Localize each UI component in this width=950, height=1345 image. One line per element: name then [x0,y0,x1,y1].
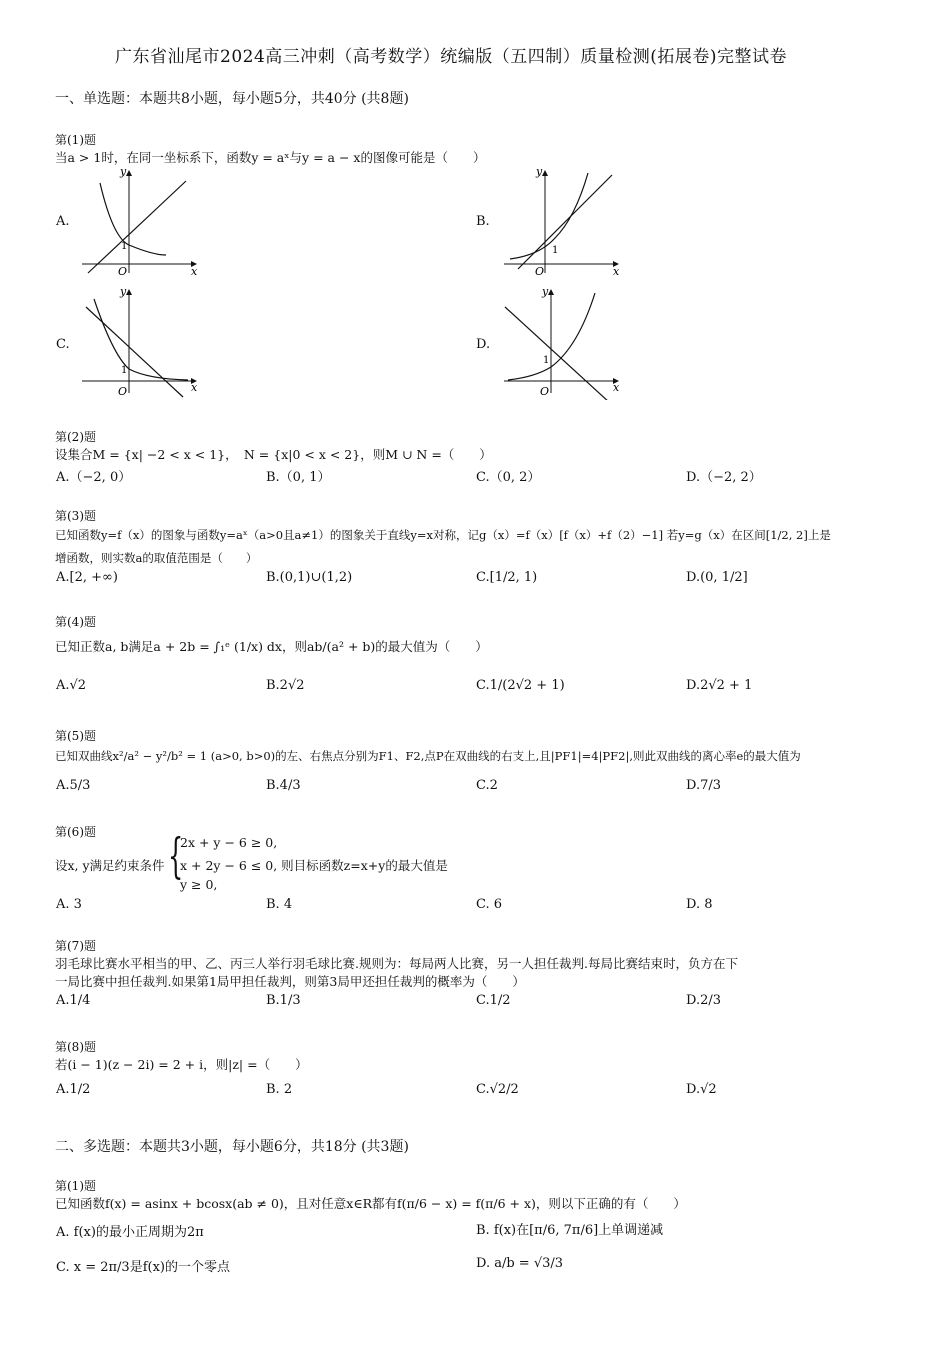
q8-option-a[interactable]: A.1/2 [56,1082,91,1097]
q5-option-a[interactable]: A.5/3 [56,778,91,793]
q4-option-d[interactable]: D.2√2 + 1 [686,678,753,693]
m1-option-c[interactable]: C. x = 2π/3是f(x)的一个零点 [56,1260,230,1275]
axis-y-label: y [536,165,543,178]
q3-stem-text: 已知函数y=f（x）的图象与函数y=aˣ（a>0且a≠1）的图象关于直线y=x对称，记g（x）=f（x）[f（x）+f（2）−1] 若y=g（x）在区间 [55,528,766,542]
origin-label: O [118,385,128,398]
origin-label: O [535,265,545,278]
q1-label-d: D. [476,337,491,352]
axis-y-label: y [542,285,549,298]
q7-option-b[interactable]: B.1/3 [266,993,301,1008]
q2-option-d[interactable]: D.（−2, 2） [686,470,762,485]
m1-stem: 已知函数f(x) = asinx + bcosx(ab ≠ 0)，且对任意x∈R都有f(π/6 − x) = f(π/6 + x)，则以下正确的有（ ） [55,1196,686,1211]
axis-y-label: y [120,165,127,178]
q3-option-c[interactable]: C.[1/2, 1) [476,570,538,585]
q8-option-c[interactable]: C.√2/2 [476,1082,519,1097]
axis-x-label: x [191,381,198,394]
q8-stem: 若(i − 1)(z − 2i) = 2 + i，则|z| =（ ） [55,1057,308,1072]
q2-option-b[interactable]: B.（0, 1） [266,470,331,485]
q8-option-b[interactable]: B. 2 [266,1082,293,1097]
q6-constraint-2: x + 2y − 6 ≤ 0, 则目标函数z=x+y的最大值是 [180,858,448,873]
q3-stem-line1 [55,527,831,543]
q3-option-b[interactable]: B.(0,1)∪(1,2) [266,570,353,585]
axis-x-label: x [191,265,198,278]
q5-option-d[interactable]: D.7/3 [686,778,722,793]
tick-one-label: 1 [121,365,128,376]
q2-number: 第(2)题 [55,430,96,444]
q2-option-a[interactable]: A.（−2, 0） [56,470,132,485]
tick-one-label: 1 [552,245,559,256]
q8-option-d[interactable]: D.√2 [686,1082,717,1097]
q7-option-c[interactable]: C.1/2 [476,993,511,1008]
q3-option-a[interactable]: A.[2, +∞) [56,570,118,585]
q6-lead: 设x, y满足约束条件 [55,858,165,873]
origin-label: O [118,265,128,278]
q1-label-c: C. [56,337,70,352]
q6-option-a[interactable]: A. 3 [56,897,82,912]
q3-number: 第(3)题 [55,509,96,523]
q6-option-b[interactable]: B. 4 [266,897,293,912]
q1-graph-d [500,285,625,400]
tick-one-label: 1 [543,355,550,366]
m1-number: 第(1)题 [55,1179,96,1193]
q4-number: 第(4)题 [55,615,96,629]
q1-stem: 当a > 1时，在同一坐标系下，函数y = aˣ与y = a − x的图像可能是（ ） [55,150,486,165]
q7-stem-line1: 羽毛球比赛水平相当的甲、乙、丙三人举行羽毛球比赛.规则为：每局两人比赛，另一人担任裁判.每局比赛结束时，负方在下 [55,956,738,971]
q1-number: 第(1)题 [55,133,96,147]
section-multiple-choice: 二、多选题：本题共3小题，每小题6分，共18分 (共3题) [55,1139,409,1155]
page-title: 广东省汕尾市2024高三冲刺（高考数学）统编版（五四制）质量检测(拓展卷)完整试卷 [115,47,788,67]
q7-option-a[interactable]: A.1/4 [56,993,91,1008]
origin-label: O [540,385,550,398]
m1-option-b[interactable]: B. f(x)在[π/6, 7π/6]上单调递减 [476,1223,664,1238]
q3-interval: [1/2, 2] [765,528,808,542]
q2-option-c[interactable]: C.（0, 2） [476,470,541,485]
q6-option-c[interactable]: C. 6 [476,897,503,912]
q4-stem: 已知正数a, b满足a + 2b = ∫₁ᵉ (1/x) dx，则ab/(a² + b)的最大值为（ ） [55,639,488,654]
q5-option-c[interactable]: C.2 [476,778,498,793]
axis-x-label: x [613,381,620,394]
q3-stem-line2: 增函数，则实数a的取值范围是（ ） [55,551,258,565]
q1-graph-b [500,163,625,278]
section-single-choice: 一、单选题：本题共8小题，每小题5分，共40分 (共8题) [55,91,409,107]
q7-number: 第(7)题 [55,939,96,953]
q5-option-b[interactable]: B.4/3 [266,778,301,793]
q1-label-b: B. [476,214,490,229]
tick-one-label: 1 [121,241,128,252]
q4-option-c[interactable]: C.1/(2√2 + 1) [476,678,565,693]
q8-number: 第(8)题 [55,1040,96,1054]
q3-option-d[interactable]: D.(0, 1/2] [686,570,748,585]
axis-x-label: x [613,265,620,278]
q6-number: 第(6)题 [55,825,96,839]
m1-option-a[interactable]: A. f(x)的最小正周期为2π [56,1225,204,1240]
q1-graph-a [78,163,203,278]
q4-option-a[interactable]: A.√2 [56,678,87,693]
q1-label-a: A. [56,214,70,229]
m1-option-d[interactable]: D. a/b = √3/3 [476,1256,564,1271]
q6-brace: { [168,828,184,884]
q7-stem-line2: 一局比赛中担任裁判.如果第1局甲担任裁判，则第3局甲还担任裁判的概率为（ ） [55,974,525,989]
q3-stem-tail: 上是 [807,528,831,542]
q4-option-b[interactable]: B.2√2 [266,678,305,693]
q5-number: 第(5)题 [55,729,96,743]
q5-stem: 已知双曲线x²/a² − y²/b² = 1 (a>0, b>0)的左、右焦点分别为F1、F2,点P在双曲线的右支上,且|PF1|=4|PF2|,则此双曲线的离心率e的最大值为 [55,749,801,763]
q6-constraint-1: 2x + y − 6 ≥ 0, [180,835,278,850]
q2-stem: 设集合M = {x| −2 < x < 1}， N = {x|0 < x < 2}，则M ∪ N =（ ） [55,447,492,462]
axis-y-label: y [120,285,127,298]
q7-option-d[interactable]: D.2/3 [686,993,722,1008]
q6-option-d[interactable]: D. 8 [686,897,713,912]
q1-graph-c [78,285,203,400]
q6-constraint-3: y ≥ 0, [180,877,218,892]
